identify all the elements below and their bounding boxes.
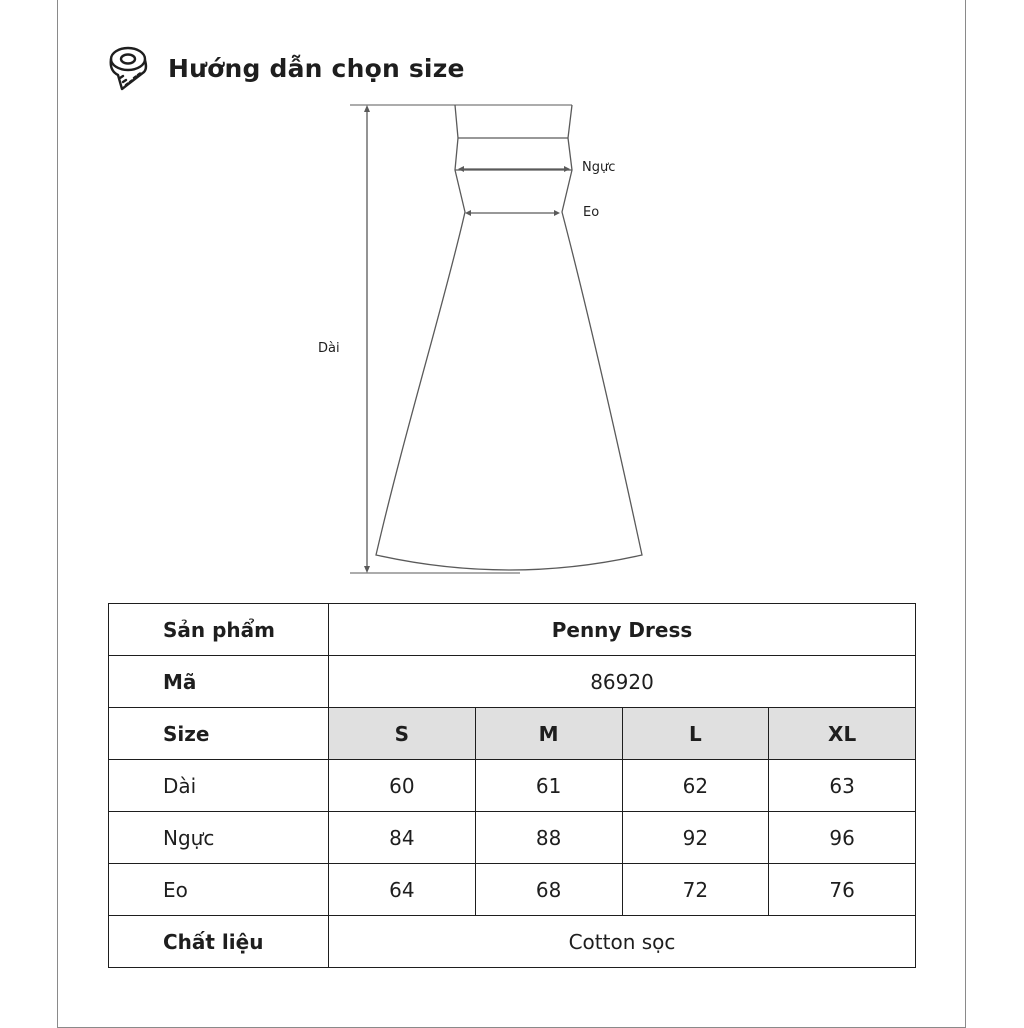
size-table bbox=[108, 603, 916, 968]
table-row bbox=[109, 916, 916, 968]
page-title: Hướng dẫn chọn size bbox=[168, 53, 465, 83]
table-cell: 88 bbox=[475, 812, 622, 864]
row-label: Ngực bbox=[109, 812, 329, 864]
table-row bbox=[109, 708, 916, 760]
table-row bbox=[109, 864, 916, 916]
table-cell: 92 bbox=[622, 812, 769, 864]
table-cell: 62 bbox=[622, 760, 769, 812]
table-row bbox=[109, 604, 916, 656]
size-header-cell: M bbox=[475, 708, 622, 760]
row-label: Dài bbox=[109, 760, 329, 812]
row-label: Eo bbox=[109, 864, 329, 916]
code-value: 86920 bbox=[329, 656, 916, 708]
table-cell: 72 bbox=[622, 864, 769, 916]
table-cell: 63 bbox=[769, 760, 916, 812]
product-label: Sản phẩm bbox=[109, 604, 329, 656]
waist-label: Eo bbox=[583, 205, 600, 220]
material-value: Cotton sọc bbox=[329, 916, 916, 968]
chest-label: Ngực bbox=[582, 160, 616, 175]
table-cell: 68 bbox=[475, 864, 622, 916]
table-cell: 76 bbox=[769, 864, 916, 916]
code-label: Mã bbox=[109, 656, 329, 708]
table-cell: 60 bbox=[329, 760, 476, 812]
table-row bbox=[109, 760, 916, 812]
table-cell: 96 bbox=[769, 812, 916, 864]
size-header-cell: XL bbox=[769, 708, 916, 760]
table-cell: 64 bbox=[329, 864, 476, 916]
size-label: Size bbox=[109, 708, 329, 760]
table-cell: 61 bbox=[475, 760, 622, 812]
size-header-cell: S bbox=[329, 708, 476, 760]
length-label: Dài bbox=[318, 341, 340, 356]
table-row bbox=[109, 812, 916, 864]
table-row bbox=[109, 656, 916, 708]
table-cell: 84 bbox=[329, 812, 476, 864]
product-value: Penny Dress bbox=[329, 604, 916, 656]
size-header-cell: L bbox=[622, 708, 769, 760]
material-label: Chất liệu bbox=[109, 916, 329, 968]
